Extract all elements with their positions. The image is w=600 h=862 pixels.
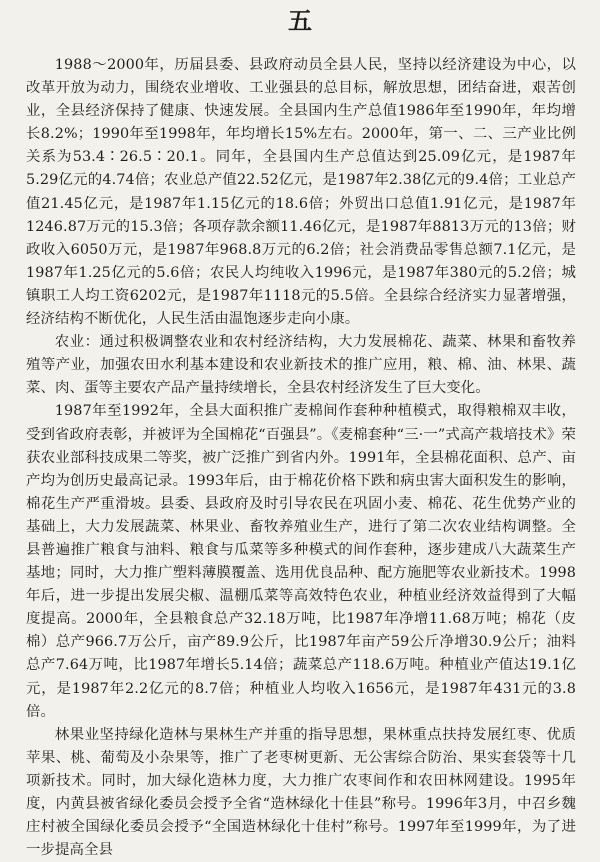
document-body (26, 54, 576, 862)
section-title: 五 (288, 6, 314, 35)
paragraph-agriculture-intro: 农业：通过积极调整农业和农村经济结构，大力发展棉花、蔬菜、林果和畜牧养殖等产业，加强农田水利基本建设和农业新技术的推广应用，粮、棉、油、林果、蔬菜、肉、蛋等主要农产品产量持续增长，全县农村经济发生了巨大变化。 (26, 334, 576, 397)
paragraph-forestry-fruit: 林果业坚持绿化造林与果林生产并重的指导思想，果林重点扶持发展红枣、优质苹果、桃、葡萄及小杂果等，推广了老枣树更新、无公害综合防治、果实套袋等十几项新技术。同时，加大绿化造林力度，大力推广农枣间作和农田林网建设。1995年度，内黄县被省绿化委员会授予全省“造林绿化十佳县”称号。1996年3月，中召乡魏庄村被全国绿化委员会授予“全国造林绿化十佳村”称号。1997年至1999年，为了进一步提高全县 (26, 726, 576, 859)
paragraph-crop-structure: 1987年至1992年，全县大面积推广麦棉间作套种种植模式，取得粮棉双丰收，受到省政府表彰，并被评为全国棉花“百强县”。《麦棉套种“三·一”式高产栽培技术》荣获农业部科技成果二等奖，被广泛推广到省内外。1991年，全县棉花面积、总产、亩产均为创历史最高记录。1993年后，由于棉花价格下跌和病虫害大面积发生的影响，棉花生产严重滑坡。县委、县政府及时引导农民在巩固小麦、棉花、花生优势产业的基础上，大力发展蔬菜、林果业、畜牧养殖业生产，进行了第二次农业结构调整。全县普遍推广粮食与油料、粮食与瓜菜等多种模式的间作套种，逐步建成八大蔬菜生产基地；同时，大力推广塑料薄膜覆盖、选用优良品种、配方施肥等农业新技术。1998年后，进一步提出发展尖椒、温棚瓜菜等高效特色农业，种植业经济效益得到了大幅度提高。2000年，全县粮食总产32.18万吨，比1987年净增11.68万吨；棉花（皮棉）总产966.7万公斤，亩产89.9公斤，比1987年亩产59公斤净增30.9公斤；油料总产7.64万吨，比1987年增长5.14倍；蔬菜总产118.6万吨。种植业产值达19.1亿元，是1987年2.2亿元的8.7倍；种植业人均收入1656元，是1987年431元的3.8倍。 (26, 403, 576, 720)
paragraph-economy-overview: 1988～2000年，历届县委、县政府动员全县人民，坚持以经济建设为中心，以改革开放为动力，围绕农业增收、工业强县的总目标，解放思想，团结奋进，艰苦创业，全县经济保持了健康、快速发展。全县国内生产总值1986年至1990年，年均增长8.2%；1990年至1998年，年均增长15%左右。2000年，第一、二、三产业比例关系为53.4∶26.5∶20.1。同年，全县国内生产总值达到25.09亿元，是1987年5.29亿元的4.74倍；农业总产值22.52亿元，是1987年2.38亿元的9.4倍；工业总产值21.45亿元，是1987年1.15亿元的18.6倍；外贸出口总值1.91亿元，是1987年1246.87万元的15.3倍；各项存款余额11.46亿元，是1987年8813万元的13倍；财政收入6050万元，是1987年968.8万元的6.2倍；社会消费品零售总额7.1亿元，是1987年1.25亿元的5.6倍；农民人均纯收入1996元，是1987年380元的5.2倍；城镇职工人均工资6202元，是1987年1118元的5.5倍。全县综合经济实力显著增强，经济结构不断优化，人民生活由温饱逐步走向小康。 (26, 57, 576, 328)
